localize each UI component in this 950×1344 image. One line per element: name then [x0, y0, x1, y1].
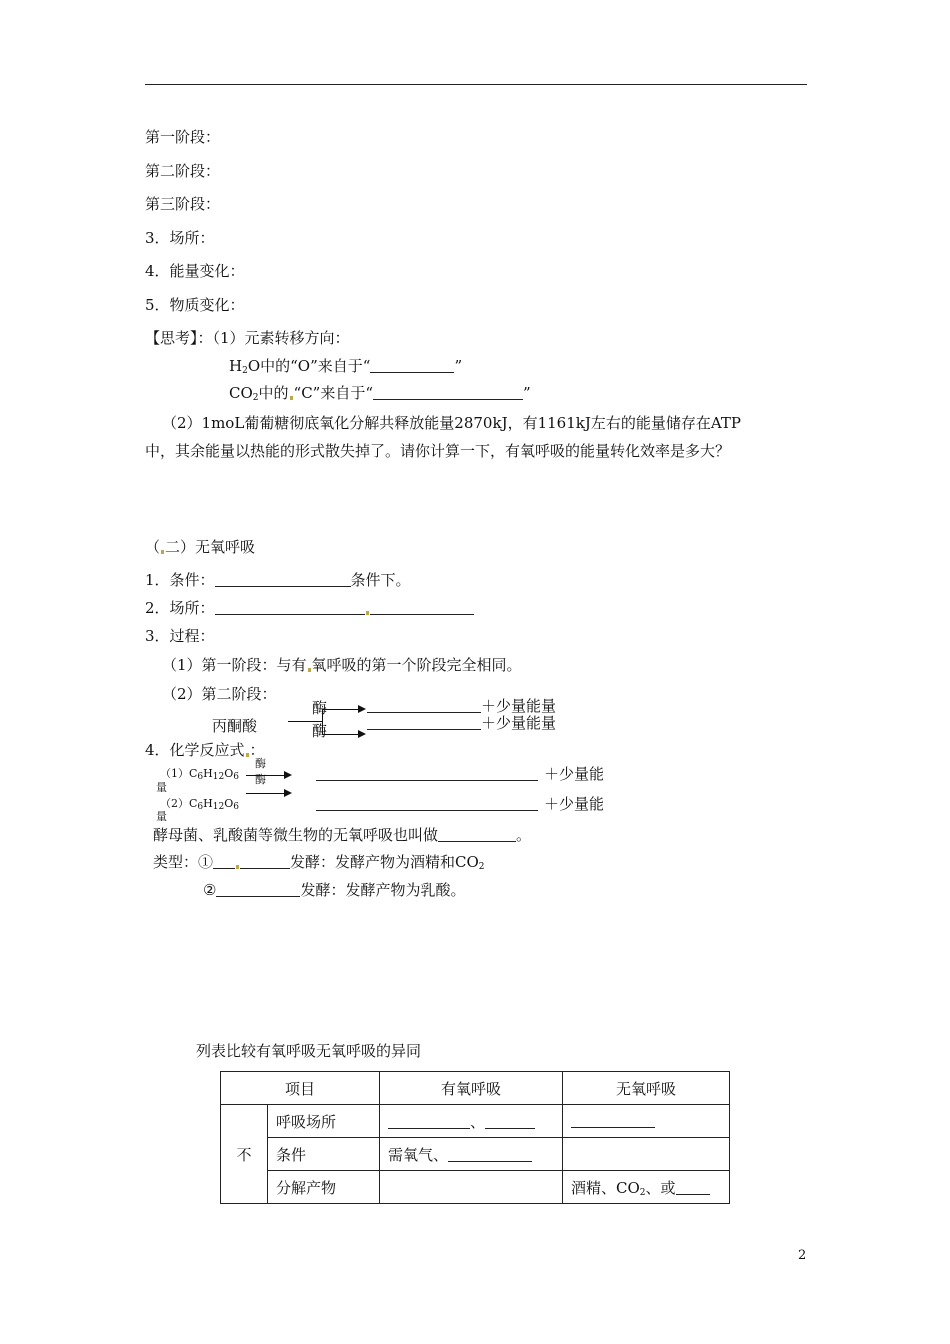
heading-paren: （	[145, 538, 161, 556]
arrow-right-icon	[246, 775, 290, 776]
products-blank[interactable]	[676, 1180, 710, 1195]
branch1-suffix: ＋少量能量	[481, 697, 557, 715]
row-item: 呼吸场所	[268, 1105, 380, 1138]
branch1-blank[interactable]	[367, 698, 481, 713]
think-line	[145, 328, 350, 348]
place-blank-b[interactable]	[370, 600, 474, 615]
table-caption: 列表比较有氧呼吸无氧呼吸的异同	[196, 1042, 422, 1060]
products-text-a: 酒精、CO	[571, 1178, 640, 1197]
row-aerobic	[380, 1138, 563, 1171]
ferment-sentence	[153, 825, 531, 845]
energy-label: 4．能量变化：	[145, 262, 245, 280]
ferment-blank[interactable]	[438, 827, 516, 842]
co2-text-c: “C”来自于“	[293, 384, 374, 402]
type1-blank-b[interactable]	[240, 854, 290, 869]
condition-blank[interactable]	[215, 572, 351, 587]
products-subscript: 2	[639, 1187, 646, 1198]
row-anaerobic	[563, 1171, 730, 1204]
aerobic-condition-blank[interactable]	[448, 1147, 532, 1162]
co2-text-b: 中的	[258, 384, 289, 402]
equation1-product	[316, 764, 604, 784]
eq2-o: O	[224, 797, 234, 810]
process-stage1	[162, 655, 522, 675]
place-blank-a[interactable]	[215, 600, 365, 615]
equation1-reactant	[160, 767, 239, 784]
h2o-answer-blank[interactable]	[370, 358, 454, 373]
equation-label	[145, 740, 265, 760]
arrow-right-icon	[246, 793, 290, 794]
page-number: 2	[798, 1248, 807, 1263]
row-item: 分解产物	[268, 1171, 380, 1204]
marker-dot	[246, 753, 249, 757]
co2-close-quote: ”	[523, 384, 531, 402]
type1-suffix: 发酵：发酵产物为酒精和CO	[290, 853, 479, 871]
eq2-c-sub: 6	[197, 802, 204, 812]
marker-dot	[161, 550, 164, 554]
process-label: 3．过程：	[145, 627, 215, 645]
h2o-question	[229, 356, 462, 381]
eq2-suffix: ＋少量能	[544, 795, 605, 813]
type2-blank[interactable]	[216, 882, 300, 897]
eq2-wrap: 量	[156, 810, 167, 823]
co2-text-a: CO	[229, 384, 253, 402]
stage2-label: 第二阶段：	[145, 162, 221, 180]
row-aerobic	[380, 1105, 563, 1138]
row-anaerobic	[563, 1138, 730, 1171]
equation-colon: ：	[249, 741, 265, 759]
arrow-right-icon	[322, 709, 364, 710]
q2-line1: （2）1moL葡葡糖彻底氧化分解共释放能量2870kJ，有1161kJ左右的能量储存在ATP	[162, 414, 741, 432]
h2o-close-quote: ”	[454, 357, 463, 375]
branch2-product	[367, 713, 556, 733]
ferment-text: 酵母菌、乳酸菌等微生物的无氧呼吸也叫做	[153, 826, 439, 844]
process-stage1-a: （1）第一阶段：与有	[162, 656, 307, 674]
eq1-wrap: 量	[156, 781, 167, 794]
eq1-h: H	[203, 767, 213, 780]
branch2-blank[interactable]	[367, 715, 481, 730]
type1-blank-a[interactable]	[213, 854, 235, 869]
eq2-blank[interactable]	[316, 796, 538, 811]
type2-prefix: ②	[203, 881, 217, 899]
eq1-blank[interactable]	[316, 766, 538, 781]
row-item: 条件	[268, 1138, 380, 1171]
header-aerobic: 有氧呼吸	[380, 1072, 563, 1105]
eq1-suffix: ＋少量能	[544, 765, 605, 783]
branch-vertical	[322, 709, 323, 734]
type-label: 类型：①	[153, 853, 214, 871]
h2o-subscript: 2	[242, 366, 248, 376]
anaerobic-place-label: 2．场所：	[145, 599, 215, 617]
eq1-prefix: （1）C	[160, 767, 198, 780]
products-text-b: 、或	[645, 1178, 676, 1197]
pyruvate-label: 丙酮酸	[212, 717, 258, 735]
condition-line	[145, 570, 411, 590]
place-line	[145, 598, 474, 618]
aerobic-place-blank-a[interactable]	[388, 1114, 470, 1129]
h2o-text-b: O中的“O”来自于“	[247, 357, 371, 375]
row-anaerobic	[563, 1105, 730, 1138]
aerobic-place-sep: 、	[470, 1112, 486, 1131]
process-stage1-b: 氧呼吸的第一个阶段完全相同。	[311, 656, 522, 674]
stage3-label: 第三阶段：	[145, 195, 221, 213]
eq1-o: O	[224, 767, 234, 780]
marker-dot	[366, 611, 369, 615]
eq1-c-sub: 6	[197, 772, 204, 782]
eq1-h-sub: 12	[212, 772, 225, 782]
condition-label: 1．条件：	[145, 571, 215, 589]
aerobic-condition-text: 需氧气、	[388, 1145, 449, 1164]
table-header-row	[221, 1072, 730, 1105]
marker-dot	[308, 668, 311, 672]
think-q1-intro: ：（1）元素转移方向：	[197, 329, 350, 347]
eq-enzyme-2: 酶	[255, 773, 266, 786]
h2o-text-a: H	[229, 357, 243, 375]
process-stage2: （2）第二阶段：	[162, 685, 277, 703]
eq2-h: H	[203, 797, 213, 810]
branch2-suffix: ＋少量能量	[481, 714, 557, 732]
equation2-reactant	[160, 797, 239, 814]
header-item: 项目	[221, 1072, 380, 1105]
heading-text: 二）无氧呼吸	[165, 538, 256, 556]
branch-stem	[288, 721, 322, 722]
co2-subscript: 2	[252, 393, 259, 403]
ferment-end: 。	[516, 826, 532, 844]
q2-line2: 中，其余能量以热能的形式散失掉了。请你计算一下，有氧呼吸的能量转化效率是多大？	[145, 442, 731, 460]
anaerobic-place-blank[interactable]	[571, 1113, 655, 1128]
place-label: 3．场所：	[145, 229, 215, 247]
diff-label: 不	[221, 1105, 268, 1204]
eq-enzyme-1: 酶	[255, 757, 266, 770]
comparison-table	[220, 1071, 730, 1204]
equation-label-text: 4．化学反应式	[145, 741, 245, 759]
matter-label: 5．物质变化：	[145, 296, 245, 314]
anaerobic-heading	[145, 537, 255, 557]
equation2-product	[316, 794, 604, 814]
aerobic-place-blank-b[interactable]	[485, 1114, 535, 1129]
type1-line	[153, 852, 485, 877]
row-aerobic	[380, 1171, 563, 1204]
eq1-o-sub: 6	[233, 772, 239, 782]
type2-suffix: 发酵：发酵产物为乳酸。	[300, 881, 466, 899]
co2-answer-blank[interactable]	[373, 385, 523, 400]
stage1-label: 第一阶段：	[145, 128, 221, 146]
think-label: 【思考】	[145, 329, 198, 347]
eq2-h-sub: 12	[212, 802, 225, 812]
marker-dot	[236, 865, 239, 869]
enzyme-label-bottom: 酶	[312, 722, 328, 740]
enzyme-label-top: 酶	[312, 699, 328, 717]
eq2-o-sub: 6	[233, 802, 239, 812]
header-anaerobic: 无氧呼吸	[563, 1072, 730, 1105]
arrow-right-icon	[322, 734, 364, 735]
type2-line	[203, 880, 465, 900]
table-row	[221, 1138, 730, 1171]
eq2-prefix: （2）C	[160, 797, 198, 810]
header-rule	[145, 84, 807, 85]
co2-question	[229, 383, 531, 408]
table-row	[221, 1105, 730, 1138]
type1-subscript: 2	[478, 862, 485, 872]
marker-dot	[290, 396, 293, 400]
table-row	[221, 1171, 730, 1204]
condition-suffix: 条件下。	[350, 571, 411, 589]
